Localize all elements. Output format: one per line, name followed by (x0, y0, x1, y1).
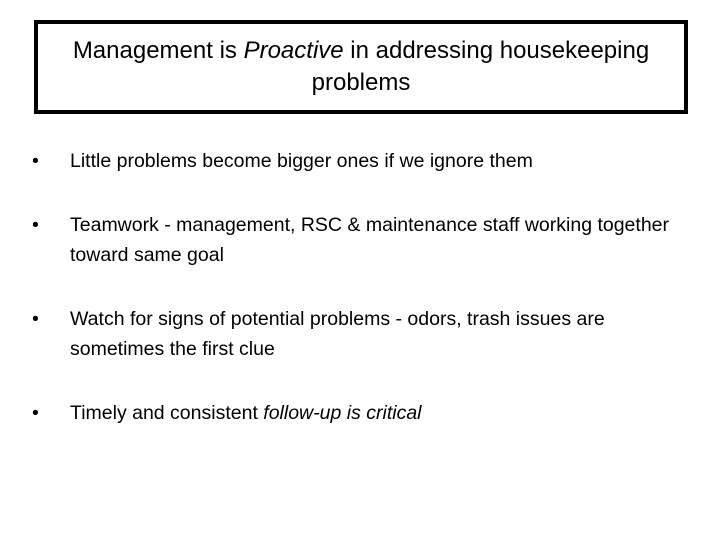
slide-title (61, 35, 661, 99)
bullet-item (30, 304, 690, 364)
bullet-marker: • (32, 402, 39, 424)
bullet-list (30, 146, 690, 462)
bullet-marker: • (32, 150, 39, 172)
bullet-text: Watch for signs of potential problems - odors, trash issues are sometimes the first clue (70, 308, 605, 360)
bullet-marker: • (32, 308, 39, 330)
bullet-item (30, 146, 690, 176)
title-box (34, 20, 688, 114)
bullet-emphasis: follow-up is critical (263, 402, 422, 424)
title-text-start: Management is (72, 37, 244, 64)
title-text-end: in addressing housekeeping problems (311, 37, 650, 96)
bullet-text: Timely and consistent (70, 402, 264, 424)
bullet-item (30, 398, 690, 428)
bullet-item (30, 210, 690, 270)
bullet-text: Teamwork - management, RSC & maintenance staff working together toward same goal (70, 214, 670, 266)
title-emphasis: Proactive (243, 37, 344, 64)
bullet-text: Little problems become bigger ones if we ignore them (70, 150, 533, 172)
bullet-marker: • (32, 214, 39, 236)
